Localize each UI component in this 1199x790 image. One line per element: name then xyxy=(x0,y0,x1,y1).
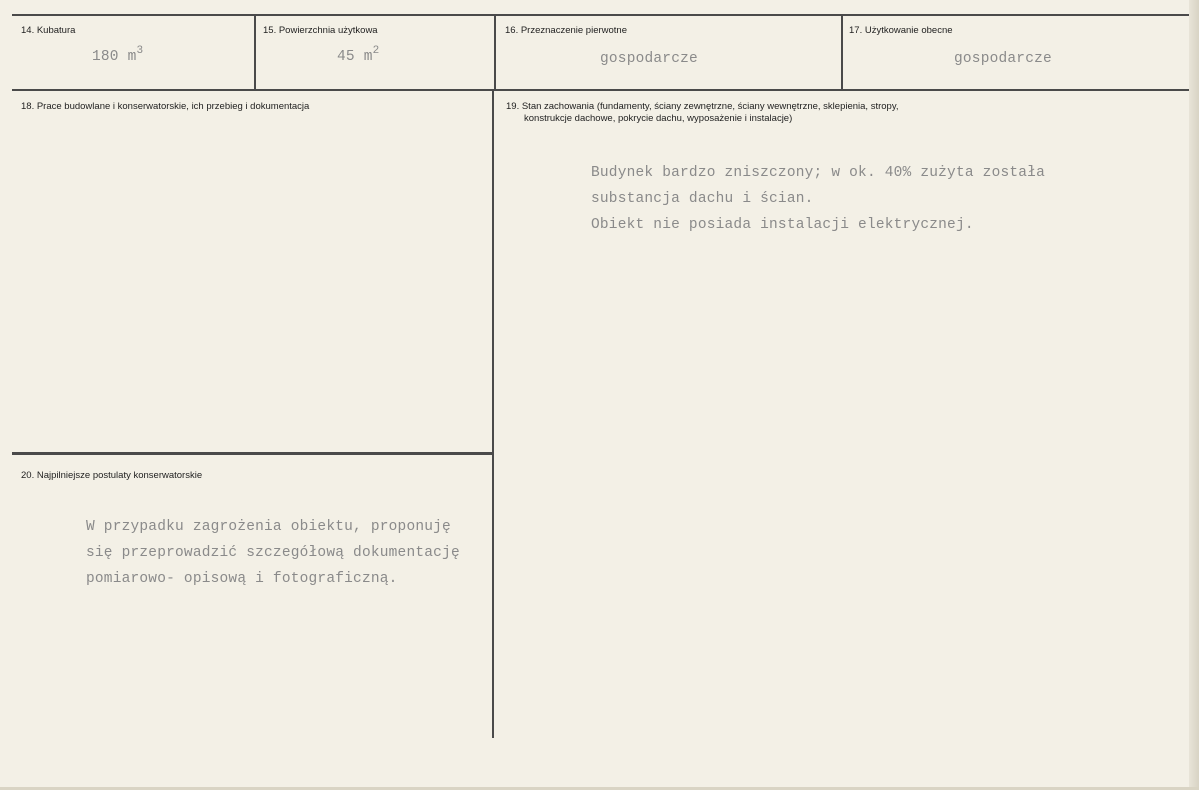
field14-value-exponent: 3 xyxy=(136,45,144,57)
divider-14-15 xyxy=(254,15,256,90)
field16-value: gospodarcze xyxy=(600,51,698,67)
field14-value-text: 180 m xyxy=(92,49,137,65)
field17-label: 17. Użytkowanie obecne xyxy=(849,25,953,36)
field20-label: 20. Najpilniejsze postulaty konserwatorskie xyxy=(21,470,203,481)
field15-label: 15. Powierzchnia użytkowa xyxy=(263,25,378,36)
field14-label: 14. Kubatura xyxy=(21,25,76,36)
row1-bottom-border xyxy=(12,89,1189,91)
field19-text-line2: substancja dachu i ścian. xyxy=(591,191,814,207)
main-column-divider xyxy=(492,90,494,738)
field19-label-line2: konstrukcje dachowe, pokrycie dachu, wyposażenie i instalacje) xyxy=(524,113,793,124)
field19-label-line1: 19. Stan zachowania (fundamenty, ściany zewnętrzne, ściany wewnętrzne, sklepienia, stropy, xyxy=(506,101,899,112)
field15-value-text: 45 m xyxy=(337,49,373,65)
field15-value xyxy=(337,44,379,70)
divider-16-17 xyxy=(841,15,843,90)
field19-text-line3: Obiekt nie posiada instalacji elektrycznej. xyxy=(591,217,974,233)
field14-value xyxy=(92,44,143,70)
top-border xyxy=(12,14,1189,16)
divider-15-16 xyxy=(494,15,496,90)
field15-value-exponent: 2 xyxy=(372,45,380,57)
field16-label: 16. Przeznaczenie pierwotne xyxy=(505,25,627,36)
field19-text-line1: Budynek bardzo zniszczony; w ok. 40% zużyta została xyxy=(591,165,1045,181)
field17-value: gospodarcze xyxy=(954,51,1052,67)
field18-label: 18. Prace budowlane i konserwatorskie, ich przebieg i dokumentacja xyxy=(21,101,310,112)
section18-bottom-border xyxy=(12,452,494,455)
field20-text-line3: pomiarowo- opisową i fotograficzną. xyxy=(86,571,398,587)
paper-edge-right xyxy=(1189,0,1199,790)
field20-text-line2: się przeprowadzić szczegółową dokumentację xyxy=(86,545,460,561)
field20-text-line1: W przypadku zagrożenia obiektu, proponuję xyxy=(86,519,451,535)
